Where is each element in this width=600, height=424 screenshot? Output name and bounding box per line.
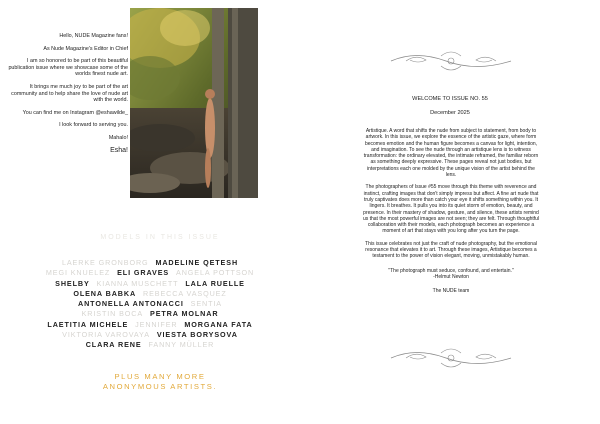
- photo-illustration: [130, 8, 258, 198]
- model-name: LALA RUELLE: [185, 278, 245, 288]
- editor-letter: [6, 33, 128, 160]
- model-name: PETRA MOLNAR: [150, 309, 219, 319]
- model-name: JENNIFER: [135, 319, 178, 329]
- body-paragraph: The photographers of Issue #55 move through this theme with reverence and instinct, crafting images that don't simply impress but affect. A fine art nude that truly captivates does more than catch your eye it shifts something within you. It lingers. It breathes. It pulls you into its quiet storm of emotion, beauty, and presence. In their mastery of shadow, gesture, and silence, these artists remind us that the most powerful images are not seen; they are felt. Through thoughtful collaboration with their models, each photograph becomes an experience a moment of art that stays with you long after you turn the page.: [362, 184, 540, 235]
- more-artists: [60, 372, 260, 392]
- flourish-ornament-icon: [386, 48, 516, 74]
- model-name: ANGELA POTTSON: [176, 268, 255, 278]
- model-line: [20, 279, 280, 289]
- model-name: FANNY MÜLLER: [148, 340, 215, 350]
- issue-date: December 2025: [430, 110, 470, 116]
- right-page: [300, 0, 600, 424]
- quote-author: -Helmut Newton: [433, 273, 469, 280]
- letter-signature: Esha!: [110, 146, 128, 154]
- model-name: LAETITIA MICHELE: [47, 319, 129, 329]
- model-name: MORGANA FATA: [184, 319, 253, 329]
- model-line: [20, 299, 280, 309]
- model-line: [20, 309, 280, 319]
- models-list: [20, 258, 280, 351]
- model-line: [20, 320, 280, 330]
- letter-role: As Nude Magazine's Editor in Chief: [43, 45, 128, 52]
- model-name: MADELINE QETESH: [155, 258, 239, 267]
- model-name: REBECCA VASQUEZ: [142, 288, 227, 298]
- model-name: ELI GRAVES: [117, 268, 170, 278]
- letter-paragraph: It brings me much joy to be part of the art community and to help share the love of nude art with the world.: [11, 83, 128, 104]
- model-name: OLENA BABKA: [73, 288, 137, 298]
- model-line: [20, 268, 280, 278]
- model-name: LAERKE GRONBORG: [61, 258, 149, 267]
- issue-welcome: WELCOME TO ISSUE NO. 55: [412, 96, 488, 102]
- model-name: SHELBY: [55, 278, 90, 288]
- models-title: MODELS IN THIS ISSUE: [100, 234, 220, 241]
- model-name: MEGI KNUELEZ: [45, 268, 111, 278]
- body-paragraph: This issue celebrates not just the craft of nude photography, but the emotional resonance that elevates it to art. Through these images, Artistique becomes a testament to the power of vision elegant, moving, unmistakably human.: [365, 240, 537, 260]
- model-name: CLARA RENE: [85, 340, 142, 350]
- more-artists-line: PLUS MANY MORE: [114, 372, 206, 381]
- letter-paragraph: I am so honored to be part of this beautiful publication issue where we showcase some of the worlds finest nude art.: [8, 58, 128, 78]
- model-name: VIESTA BORYSOVA: [156, 330, 238, 340]
- model-name: KIANNA MUSCHETT: [96, 278, 179, 288]
- body-paragraph: Artistique. A word that shifts the nude from subject to statement, from body to artwork. In this issue, we explore the essence of the artistic gaze, where form becomes emotion and the human figure becomes a canvas for light, intention, and imagination. To see the nude through an artistique lens is to witness transformation: the ordinary elevated, the intimate reframed, the familiar reborn as something deeply expressive. These pages reveal not just bodies, but interpretations each one molded by the unique vision of the artist behind the lens.: [363, 128, 539, 179]
- issue-body: [362, 128, 540, 301]
- model-name: ANTONELLA ANTONACCI: [77, 299, 184, 309]
- letter-instagram: You can find me on Instagram @eshawilde_: [22, 109, 128, 116]
- letter-paragraph: I look forward to serving you.: [59, 122, 128, 129]
- model-name: VIKTORIA VAROVAYA: [62, 330, 150, 340]
- quote-text: "The photograph must seduce, confound, and entertain.": [388, 267, 514, 274]
- signoff: The NUDE team: [432, 288, 470, 295]
- model-line: [20, 330, 280, 340]
- model-line: [20, 258, 280, 268]
- letter-greeting: Hello, NUDE Magazine fans!: [59, 33, 128, 39]
- letter-closing: Mahalo!: [108, 134, 128, 141]
- model-name: KRISTIN BOCA: [81, 309, 144, 319]
- model-line: [20, 289, 280, 299]
- model-line: [20, 340, 280, 350]
- cover-photo: [130, 8, 258, 198]
- flourish-ornament-icon: [386, 345, 516, 371]
- more-artists-line: ANONYMOUS ARTISTS.: [102, 382, 218, 391]
- model-name: SENTIA: [190, 299, 223, 309]
